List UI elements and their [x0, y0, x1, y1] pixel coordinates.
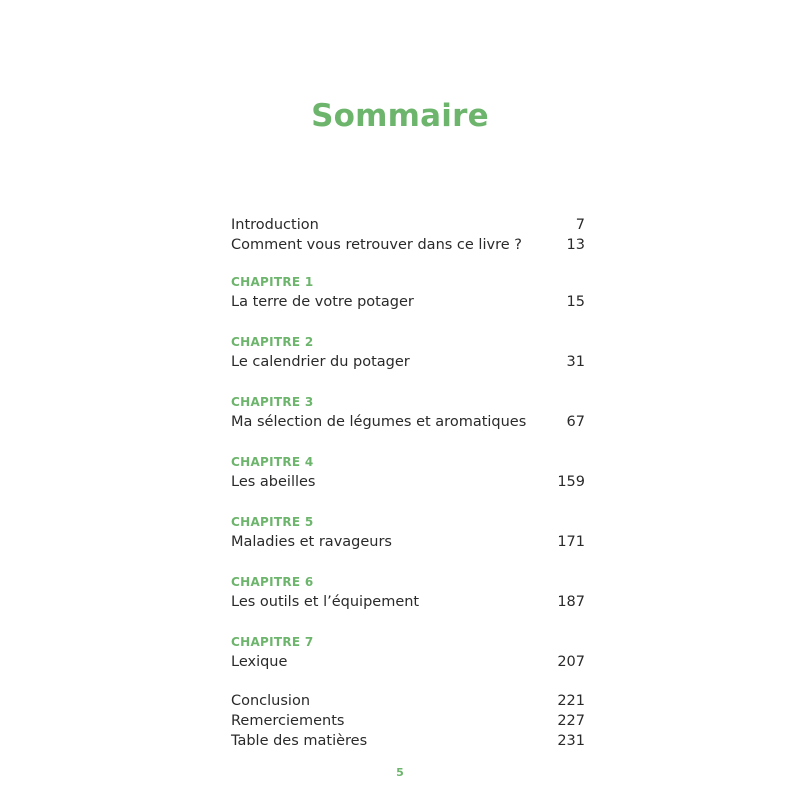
toc-entry-acknowledgements[interactable]: [231, 711, 585, 731]
chapter-label: CHAPITRE 6: [231, 575, 314, 589]
toc-entry-contents[interactable]: [231, 731, 585, 751]
toc-entry-chapter-1[interactable]: [231, 292, 585, 312]
toc-entry-page: 221: [557, 693, 585, 709]
toc-entry-page: 13: [566, 237, 585, 253]
toc-entry-page: 187: [557, 594, 585, 610]
toc-entry-label: Les outils et l’équipement: [231, 594, 420, 610]
toc-entry-page: 159: [557, 474, 585, 490]
chapter-label: CHAPITRE 1: [231, 275, 314, 289]
chapter-label: CHAPITRE 5: [231, 515, 314, 529]
page-title: Sommaire: [311, 98, 489, 134]
toc-entry-chapter-3[interactable]: [231, 412, 585, 432]
toc-entry-label: Table des matières: [231, 733, 368, 749]
toc-entry-chapter-5[interactable]: [231, 532, 585, 552]
toc-chapter-7: [231, 634, 585, 672]
toc-entry-how-to-use[interactable]: [231, 235, 585, 255]
toc-entry-label: Lexique: [231, 654, 288, 670]
toc-entry-page: 171: [557, 534, 585, 550]
toc-entry-label: Le calendrier du potager: [231, 354, 410, 370]
toc-entry-page: 67: [566, 414, 585, 430]
toc-entry-page: 7: [575, 217, 585, 233]
toc-entry-chapter-7[interactable]: [231, 652, 585, 672]
toc-chapter-3: [231, 394, 585, 432]
toc-entry-label: La terre de votre potager: [231, 294, 414, 310]
chapter-label: CHAPITRE 3: [231, 395, 314, 409]
toc-entry-page: 15: [566, 294, 585, 310]
toc-entry-conclusion[interactable]: [231, 691, 585, 711]
page-number: 5: [396, 766, 404, 779]
toc-entry-label: Remerciements: [231, 713, 345, 729]
toc-entry-label: Introduction: [231, 217, 319, 233]
toc-chapter-4: [231, 454, 585, 492]
toc-entry-introduction[interactable]: [231, 215, 585, 235]
toc-entry-chapter-2[interactable]: [231, 352, 585, 372]
toc-entry-page: 227: [557, 713, 585, 729]
table-of-contents: [231, 215, 585, 751]
toc-entry-chapter-4[interactable]: [231, 472, 585, 492]
toc-chapter-5: [231, 514, 585, 552]
toc-entry-chapter-6[interactable]: [231, 592, 585, 612]
toc-chapter-2: [231, 334, 585, 372]
toc-entry-label: Les abeilles: [231, 474, 316, 490]
toc-entry-label: Conclusion: [231, 693, 311, 709]
toc-entry-page: 31: [566, 354, 585, 370]
toc-chapter-6: [231, 574, 585, 612]
toc-entry-page: 207: [557, 654, 585, 670]
chapter-label: CHAPITRE 7: [231, 635, 314, 649]
toc-entry-label: Ma sélection de légumes et aromatiques: [231, 414, 527, 430]
toc-entry-label: Maladies et ravageurs: [231, 534, 392, 550]
toc-chapter-1: [231, 274, 585, 312]
chapter-label: CHAPITRE 2: [231, 335, 314, 349]
toc-entry-label: Comment vous retrouver dans ce livre ?: [231, 237, 522, 253]
chapter-label: CHAPITRE 4: [231, 455, 314, 469]
toc-entry-page: 231: [557, 733, 585, 749]
